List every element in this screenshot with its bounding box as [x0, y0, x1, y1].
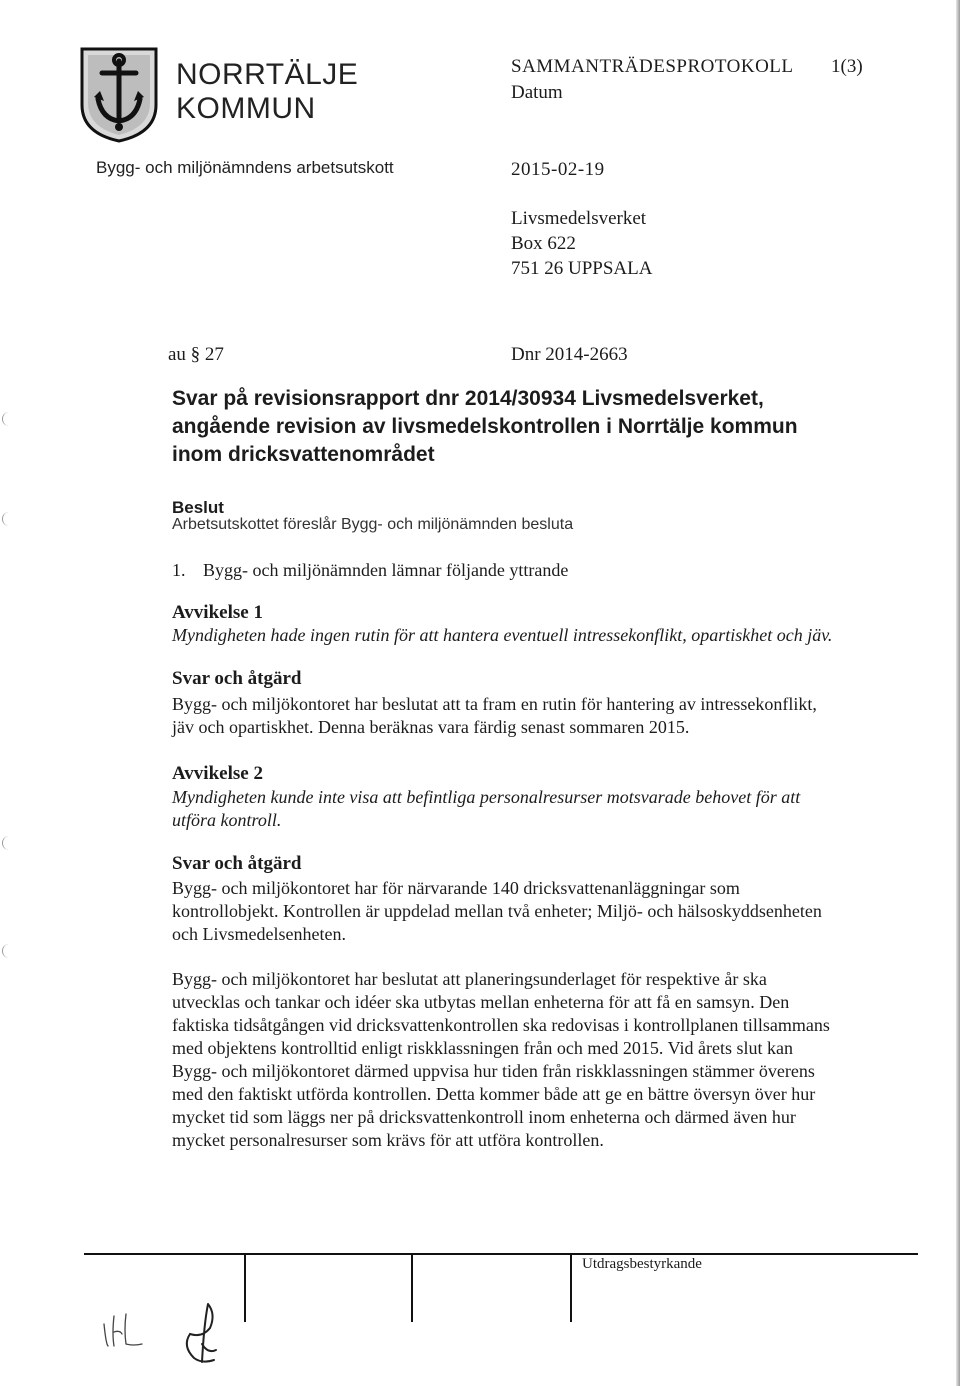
decision-item-number: 1. — [172, 560, 186, 580]
deviation-2-finding-line: Myndigheten kunde inte visa att befintliga personalresurser motsvarade behovet för att — [172, 787, 801, 807]
deviation-2-finding — [172, 786, 912, 832]
scan-margin-mark — [2, 836, 13, 850]
date-label: Datum — [511, 82, 563, 103]
deviation-1-answer-heading: Svar och åtgärd — [172, 668, 302, 689]
decision-heading: Beslut — [172, 498, 224, 517]
paragraph-line: mycket personalresurser som krävs för att utföra kontrollen. — [172, 1130, 604, 1150]
title-line-2: angående revision av livsmedelskontrollen i Norrtälje kommun — [172, 415, 798, 438]
deviation-1-finding-line: Myndigheten hade ingen rutin för att hantera eventuell intressekonflikt, opartiskhet och jäv. — [172, 625, 833, 645]
deviation-2-answer-line: och Livsmedelsenheten. — [172, 924, 346, 944]
recipient-box: Box 622 — [511, 233, 576, 254]
municipality-name — [176, 58, 358, 126]
document-title — [172, 385, 892, 469]
footer-rule — [84, 1253, 918, 1255]
deviation-2-answer-line: Bygg- och miljökontoret har för närvarande 140 dricksvattenanläggningar som — [172, 878, 740, 898]
deviation-1-answer — [172, 693, 912, 739]
municipality-line-1: NORRTÄLJE — [176, 58, 359, 91]
closing-paragraph — [172, 968, 912, 1152]
recipient-postal: 751 26 UPPSALA — [511, 258, 653, 279]
deviation-1-finding — [172, 624, 912, 647]
paragraph-line: Bygg- och miljökontoret har beslutat att planeringsunderlaget för respektive år ska — [172, 969, 767, 989]
scan-margin-mark — [2, 512, 13, 526]
title-line-3: inom dricksvattenområdet — [172, 443, 435, 466]
footer-cell-divider — [570, 1254, 572, 1322]
paragraph-line: Bygg- och miljökontoret därmed uppvisa hur tiden från riskklassningen stämmer överens — [172, 1061, 815, 1081]
deviation-2-finding-line: utföra kontroll. — [172, 810, 282, 830]
deviation-2-answer-heading: Svar och åtgärd — [172, 853, 302, 874]
scan-edge — [956, 0, 960, 1386]
paragraph-line: med den faktiskt utförda kontrollen. Detta kommer både att ge en bättre översyn över hur — [172, 1084, 816, 1104]
page-indicator: 1(3) — [831, 56, 863, 77]
municipality-line-2: KOMMUN — [176, 92, 316, 125]
deviation-2-answer — [172, 877, 912, 946]
handwritten-initials-signature — [90, 1284, 250, 1374]
scan-margin-mark — [2, 412, 13, 426]
recipient-address — [511, 206, 652, 281]
document-date: 2015-02-19 — [511, 159, 605, 180]
paragraph-line: med objektens kontrolltid enligt riskklassningen från och med 2015. Vid årets slut kan — [172, 1038, 793, 1058]
paragraph-line: faktiska tidsåtgången vid dricksvattenkontrollen ska redovisas i kontrollplanen tillsammans — [172, 1015, 830, 1035]
decision-text: Arbetsutskottet föreslår Bygg- och miljönämnden besluta — [172, 516, 574, 533]
norrtalje-coat-of-arms-logo — [80, 47, 158, 143]
footer-cell-divider — [411, 1254, 413, 1322]
deviation-2-heading: Avvikelse 2 — [172, 763, 263, 784]
section-number: au § 27 — [168, 344, 224, 365]
certification-label: Utdragsbestyrkande — [582, 1256, 702, 1272]
paragraph-line: utvecklas och tankar och idéer ska utbytas mellan enheterna för att få en samsyn. Den — [172, 992, 790, 1012]
decision-item-text: Bygg- och miljönämnden lämnar följande yttrande — [203, 560, 569, 580]
recipient-name: Livsmedelsverket — [511, 208, 647, 229]
deviation-1-answer-line: jäv och opartiskhet. Denna beräknas vara färdig senast sommaren 2015. — [172, 717, 690, 737]
deviation-1-answer-line: Bygg- och miljökontoret har beslutat att ta fram en rutin för hantering av intressekonflikt, — [172, 694, 817, 714]
title-line-1: Svar på revisionsrapport dnr 2014/30934 Livsmedelsverket, — [172, 387, 764, 410]
diary-number: Dnr 2014-2663 — [511, 344, 628, 365]
deviation-1-heading: Avvikelse 1 — [172, 602, 263, 623]
committee-name: Bygg- och miljönämndens arbetsutskott — [96, 158, 394, 177]
scan-margin-mark — [2, 944, 13, 958]
document-type: SAMMANTRÄDESPROTOKOLL — [511, 56, 794, 77]
paragraph-line: mycket tid som läggs ner på dricksvattenkontroll inom enheterna och därmed även hur — [172, 1107, 796, 1127]
deviation-2-answer-line: kontrollobjekt. Kontrollen är uppdelad mellan två enheter; Miljö- och hälsoskyddsenheten — [172, 901, 822, 921]
